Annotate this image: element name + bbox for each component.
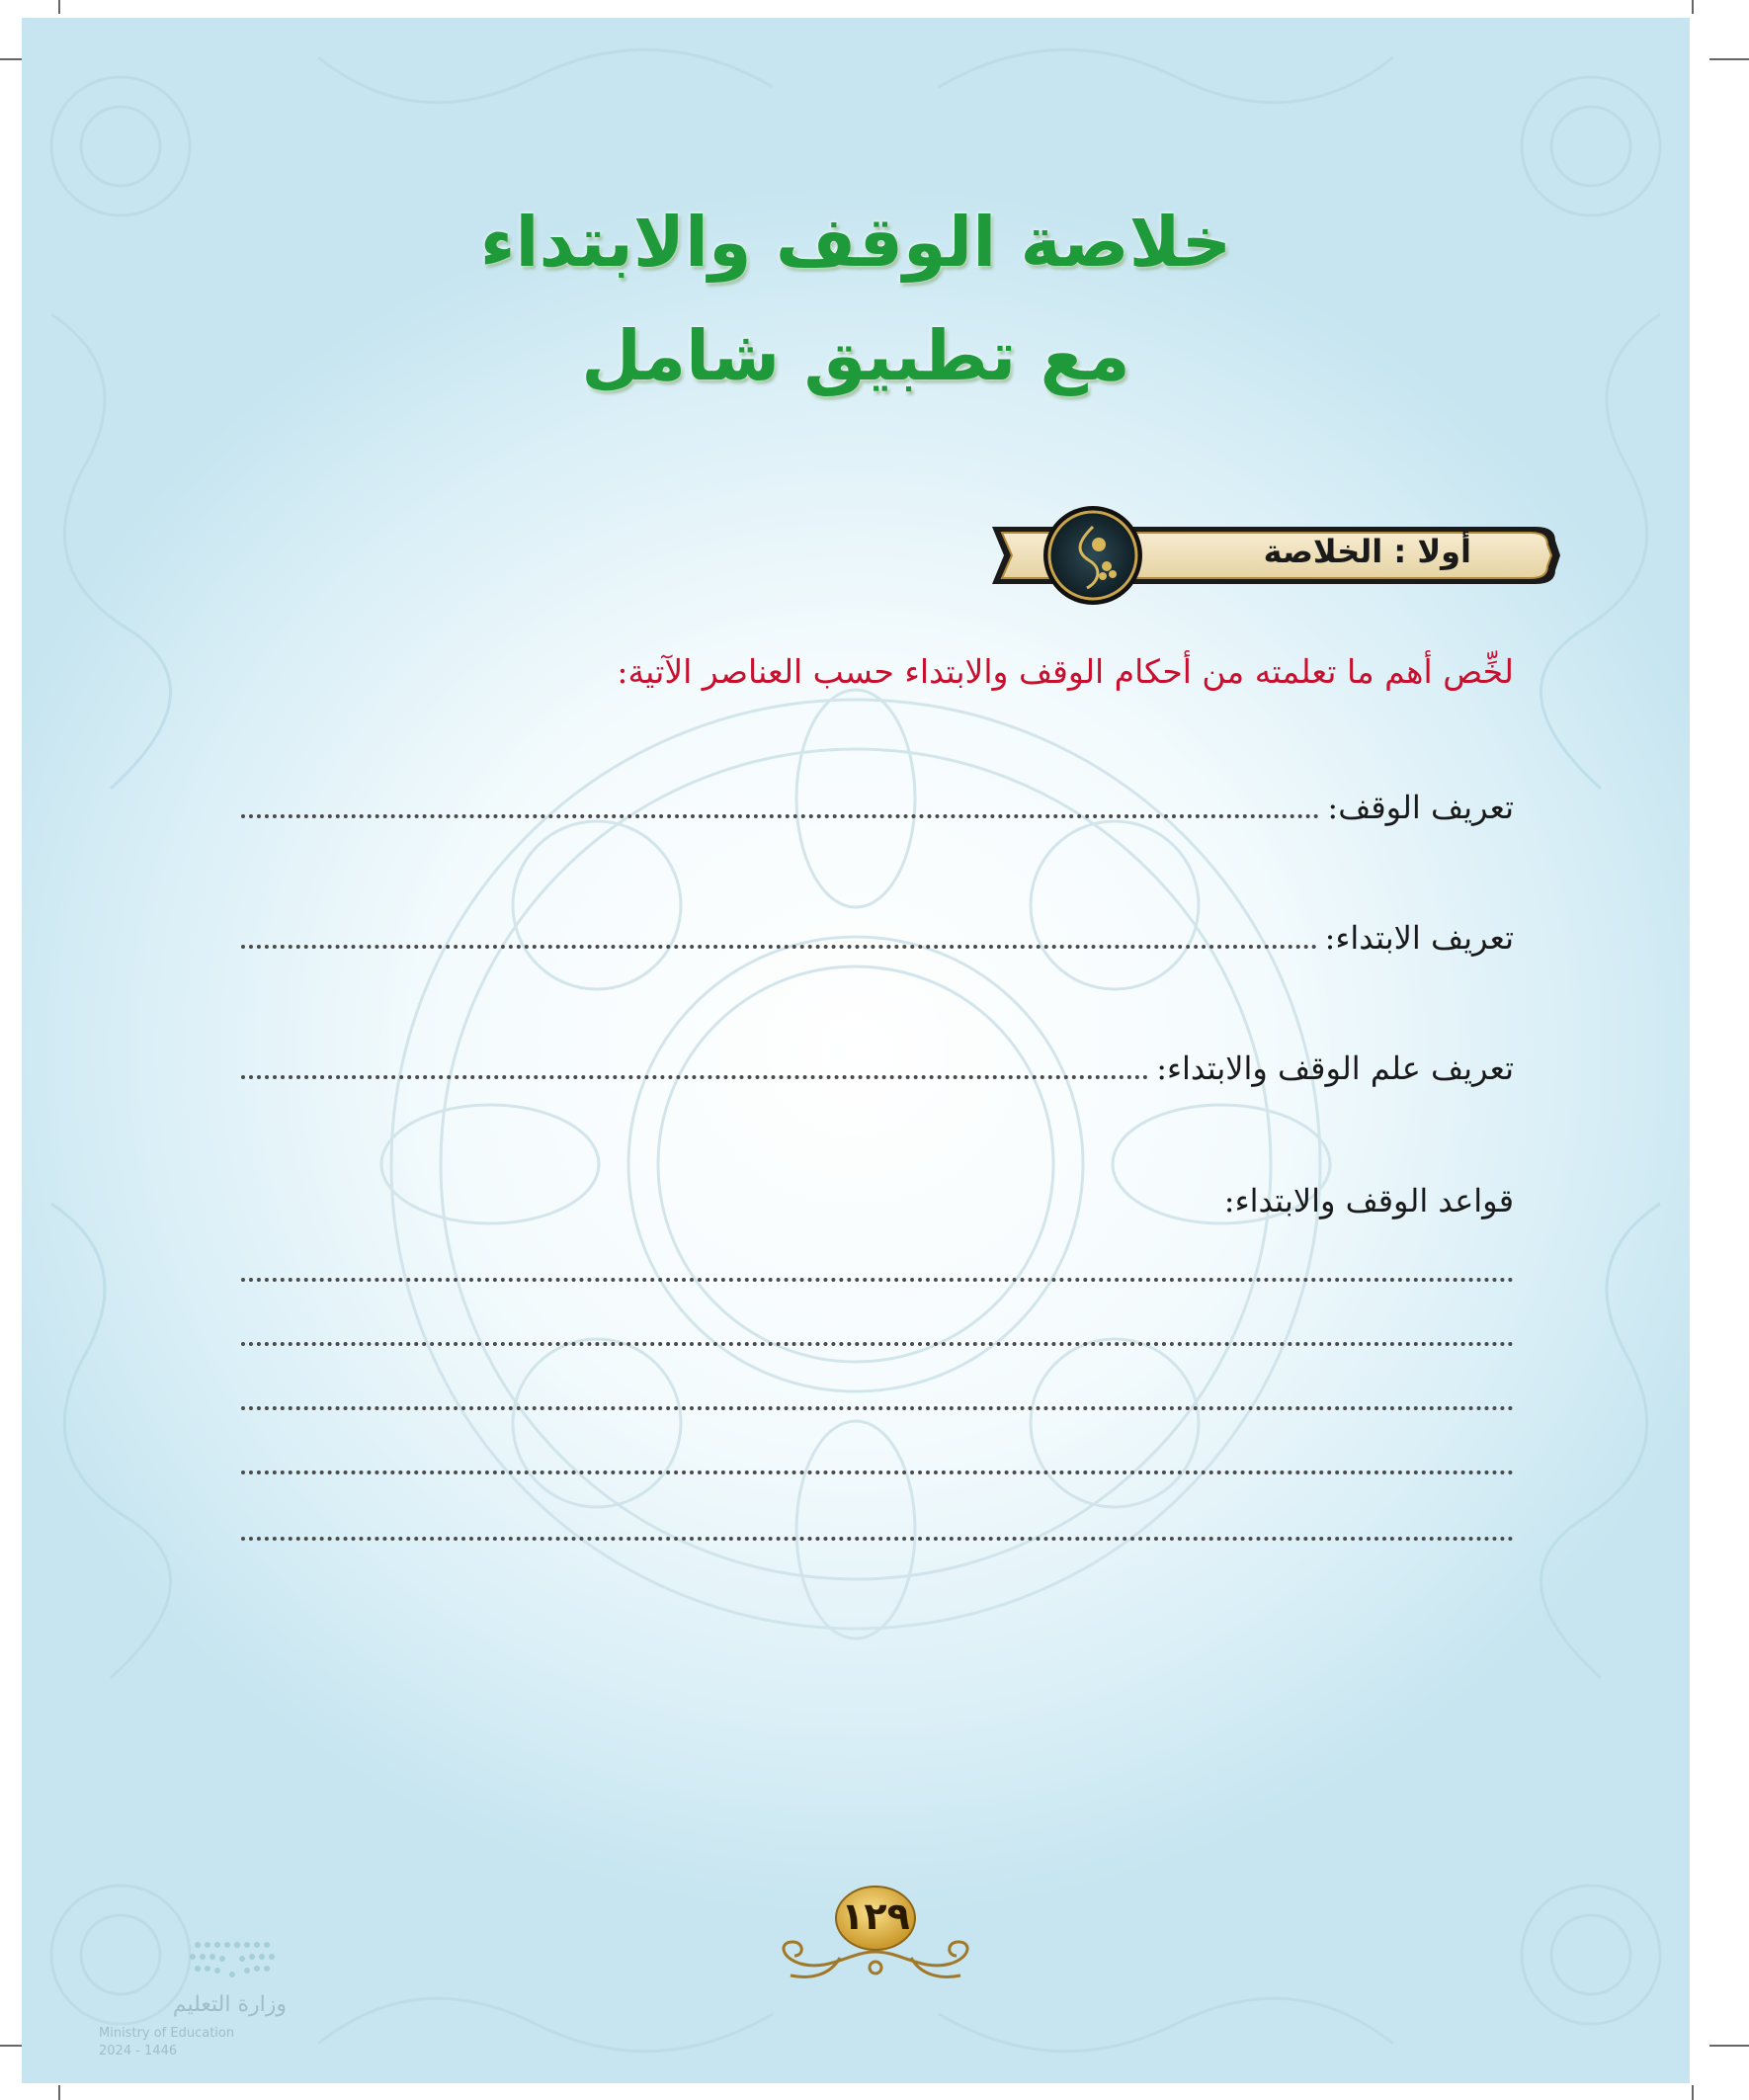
instruction-text: لخِّص أهم ما تعلمته من أحكام الوقف والابتداء حسب العناصر الآتية: <box>617 652 1514 691</box>
field-label: تعريف علم الوقف والابتداء: <box>1156 1050 1514 1087</box>
field-label: تعريف الوقف: <box>1327 789 1514 826</box>
answer-line[interactable] <box>241 1075 1148 1079</box>
rules-answer-line-4[interactable] <box>241 1470 1514 1474</box>
rules-answer-line-5[interactable] <box>241 1537 1514 1541</box>
definition-science-field[interactable] <box>241 1050 1514 1087</box>
definition-ibtida-field[interactable] <box>241 919 1514 957</box>
page-number: ١٢٩ <box>841 1894 910 1938</box>
page-title-line-2: مع تطبيق شامل <box>581 315 1130 396</box>
rules-answer-line-3[interactable] <box>241 1406 1514 1410</box>
section-heading: أولا : الخلاصة <box>1263 533 1471 570</box>
rules-label: قواعد الوقف والابتداء: <box>1223 1182 1514 1219</box>
definition-waqf-field[interactable] <box>241 789 1514 826</box>
answer-line[interactable] <box>241 945 1317 949</box>
rules-answer-line-1[interactable] <box>241 1278 1514 1282</box>
page-number-ornament <box>761 1881 990 1989</box>
ministry-name-ar: وزارة التعليم <box>172 1992 287 2017</box>
field-label: تعريف الابتداء: <box>1324 919 1514 957</box>
answer-line[interactable] <box>241 814 1319 818</box>
ministry-name-en: Ministry of Education <box>99 2026 235 2041</box>
page-title-line-1: خلاصة الوقف والابتداء <box>479 202 1232 283</box>
section-banner <box>982 505 1565 606</box>
page-sheet <box>22 18 1690 2083</box>
ministry-year: 2024 - 1446 <box>99 2044 178 2058</box>
ministry-dots-icon <box>99 1935 287 1994</box>
ministry-logo <box>99 1935 287 2063</box>
rules-answer-line-2[interactable] <box>241 1342 1514 1346</box>
